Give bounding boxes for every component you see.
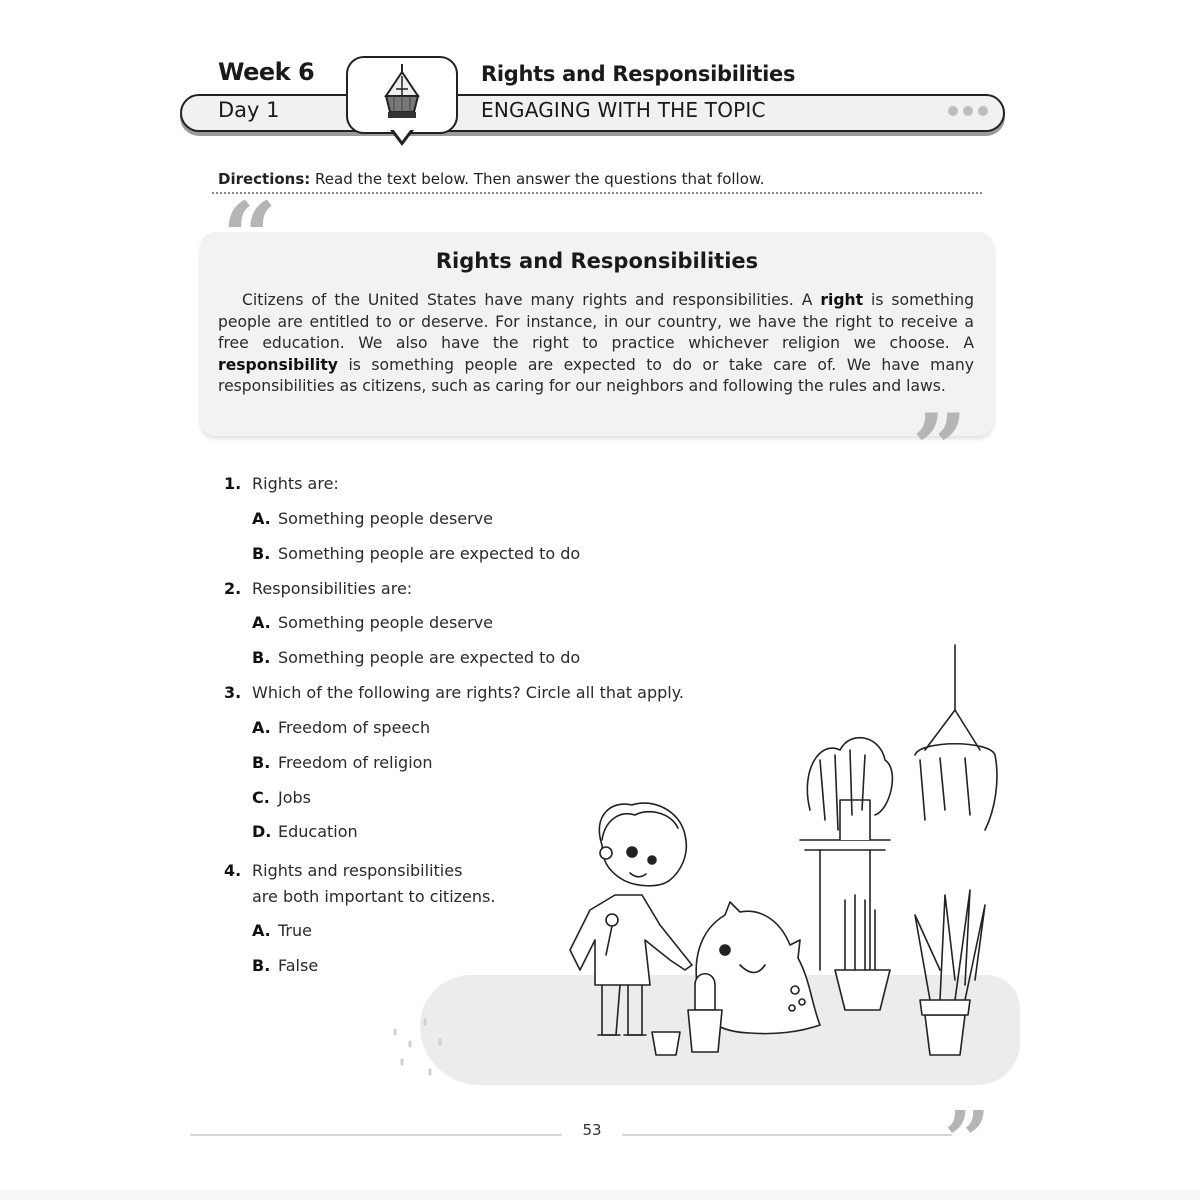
- question-3: 3. Which of the following are rights? Circle all that apply.: [224, 683, 684, 702]
- question-4: 4. Rights and responsibilities: [224, 861, 463, 880]
- directions-text: Read the text below. Then answer the questions that follow.: [310, 170, 765, 188]
- close-quote-icon: ”: [912, 393, 968, 506]
- week-label: Week 6: [218, 58, 315, 86]
- footer-divider-left: [190, 1134, 562, 1136]
- boy-and-dinosaur-illustration: [380, 640, 1020, 1100]
- reading-title: Rights and Responsibilities: [435, 249, 759, 273]
- q3-option-b[interactable]: B. Freedom of religion: [252, 753, 433, 772]
- footer-quote-icon: ”: [944, 1093, 991, 1187]
- bottom-strip: [0, 1190, 1200, 1200]
- q3-option-d[interactable]: D. Education: [252, 822, 358, 841]
- q3-option-a[interactable]: A. Freedom of speech: [252, 718, 431, 737]
- question-2: 2. Responsibilities are:: [224, 579, 413, 598]
- question-text: Which of the following are rights? Circle all that apply.: [252, 683, 684, 702]
- q4-option-a[interactable]: A. True: [252, 921, 312, 940]
- question-1: 1. Rights are:: [224, 474, 339, 493]
- hanging-plant-drawing: [915, 645, 997, 830]
- page-number: 53: [582, 1121, 602, 1139]
- page-subtitle: ENGAGING WITH THE TOPIC: [481, 98, 766, 122]
- capitol-dome-icon: [380, 62, 424, 128]
- passage-text: is something people are expected to do or take care of. We have many responsibilities as citizens, such as caring for our neighbors and following the rules and laws.: [218, 355, 974, 395]
- reading-passage: [218, 290, 974, 398]
- q3-option-c[interactable]: C. Jobs: [252, 788, 311, 807]
- q4-option-b[interactable]: B. False: [252, 956, 319, 975]
- q2-option-b[interactable]: B. Something people are expected to do: [252, 648, 581, 667]
- boy-drawing: [570, 803, 692, 1035]
- question-text: Rights and responsibilities: [252, 861, 463, 880]
- q1-option-b[interactable]: B. Something people are expected to do: [252, 544, 581, 563]
- page-title: Rights and Responsibilities: [481, 62, 796, 86]
- question-text: Responsibilities are:: [252, 579, 413, 598]
- footer-divider-right: [622, 1134, 952, 1136]
- cactus-pot-drawing: [652, 974, 722, 1055]
- passage-text: is something people are entitled to or deserve. For instance, in our country, we have the right to receive a free education. We also have the right to practice whichever religion we choose. A: [218, 291, 974, 352]
- open-quote-icon: “: [222, 181, 278, 294]
- dots-decoration: [948, 106, 988, 116]
- term-responsibility: responsibility: [218, 355, 338, 374]
- passage-text: Citizens of the United States have many rights and responsibilities. A: [242, 291, 821, 309]
- question-text: Rights are:: [252, 474, 339, 493]
- directions-label: Directions:: [218, 170, 311, 188]
- day-label: Day 1: [218, 98, 280, 122]
- q1-option-a[interactable]: A. Something people deserve: [252, 509, 494, 528]
- directions: [218, 170, 765, 188]
- plant-stand-drawing: [800, 738, 892, 1010]
- q2-option-a[interactable]: A. Something people deserve: [252, 613, 494, 632]
- dotted-divider: [212, 192, 982, 194]
- snake-plant-drawing: [915, 890, 985, 1055]
- question-4-line-2: are both important to citizens.: [252, 887, 496, 906]
- term-right: right: [820, 291, 864, 309]
